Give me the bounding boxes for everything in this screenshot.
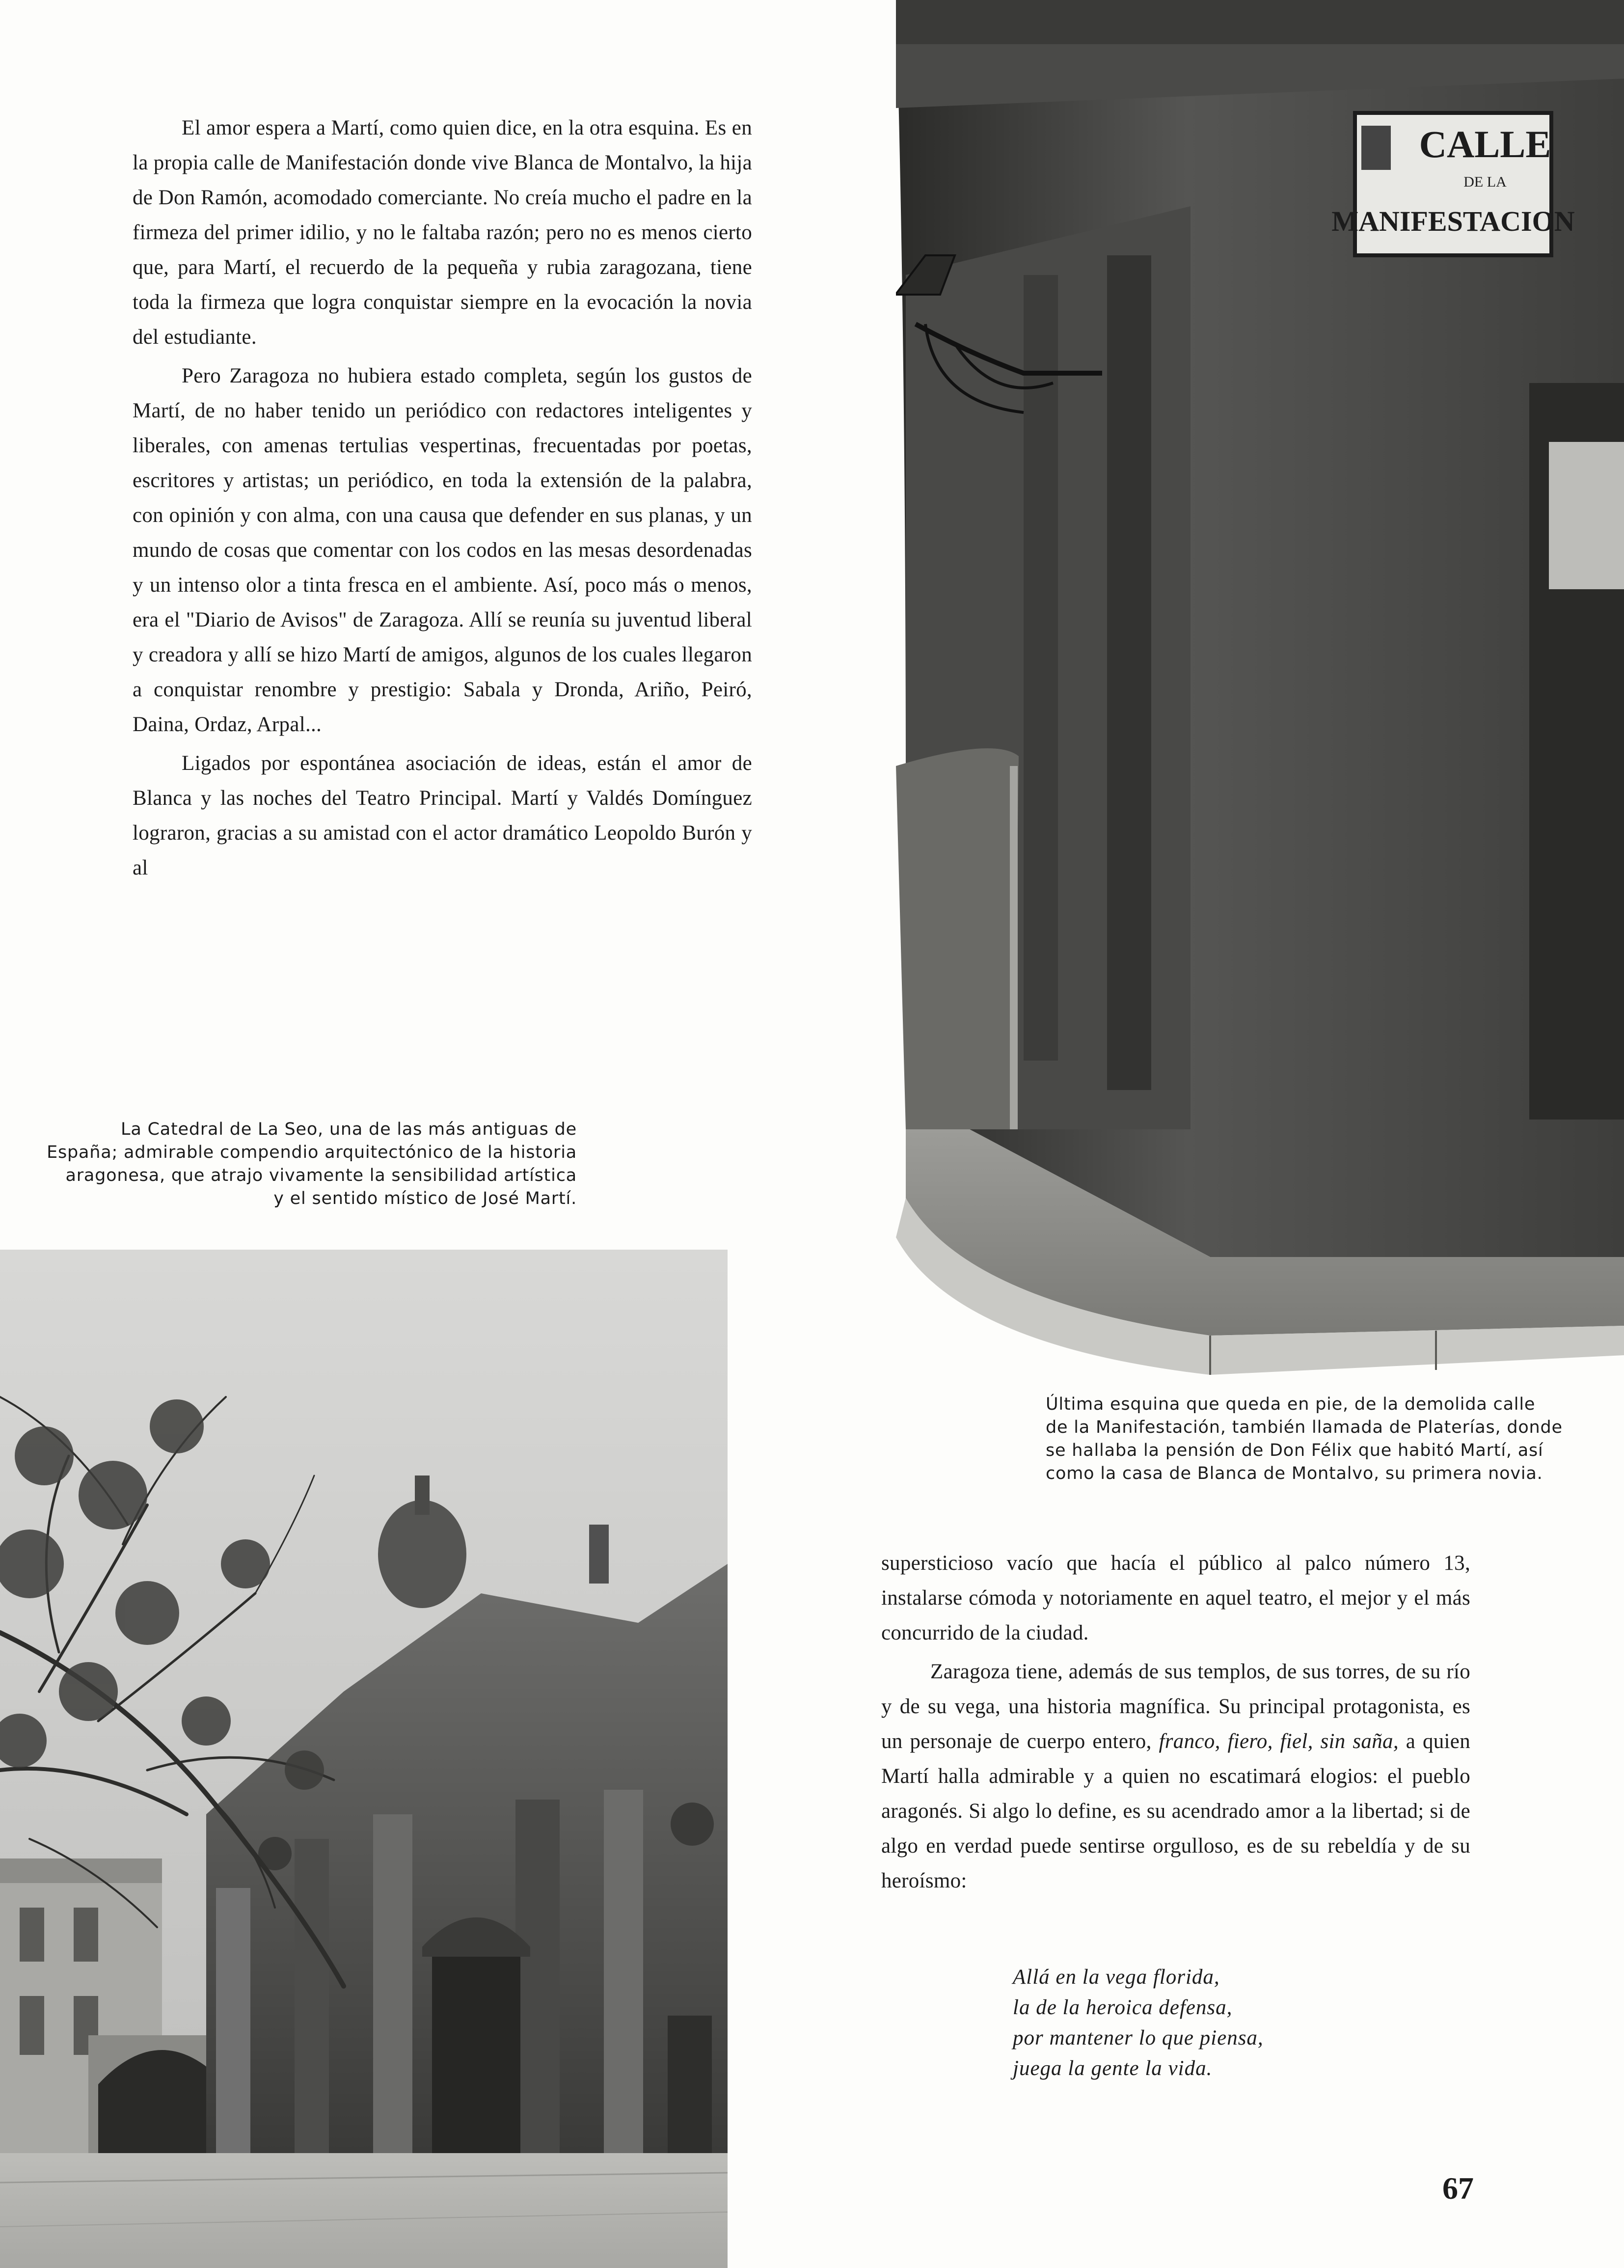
caption-line: como la casa de Blanca de Montalvo, su primera novia.: [1046, 1464, 1543, 1483]
poem-line: juega la gente la vida.: [1013, 2057, 1213, 2080]
caption-line: se hallaba la pensión de Don Félix que habitó Martí, así: [1046, 1441, 1543, 1460]
street-caption: [1046, 1393, 1624, 1485]
left-column-text: [133, 110, 752, 889]
italic-phrase: franco, fiero, fiel, sin saña,: [1159, 1730, 1399, 1753]
caption-line: de la Manifestación, también llamada de Platerías, donde: [1046, 1418, 1563, 1437]
poem-line: la de la heroica defensa,: [1013, 1996, 1233, 2019]
right-column-text: [881, 1546, 1470, 1902]
street-sign: [1331, 113, 1574, 255]
street-sign-line: MANIFESTACION: [1331, 205, 1575, 237]
street-corner-photo: [896, 0, 1624, 1380]
poem-quote: [1013, 1962, 1264, 2084]
page-number: 67: [1442, 2171, 1474, 2206]
poem-line: Allá en la vega florida,: [1013, 1966, 1220, 1989]
cathedral-caption: [29, 1118, 577, 1210]
caption-line: aragonesa, que atrajo vivamente la sensibilidad artística: [65, 1166, 577, 1185]
poem-line: por mantener lo que piensa,: [1013, 2026, 1264, 2049]
street-sign-line: CALLE: [1419, 123, 1551, 165]
paragraph: supersticioso vacío que hacía el público al palco número 13, instalarse cómoda y notoriamente en aquel teatro, el mejor y el más concurrido de la ciudad.: [881, 1552, 1470, 1644]
caption-line: Última esquina que queda en pie, de la demolida calle: [1046, 1394, 1536, 1414]
paragraph: Pero Zaragoza no hubiera estado completa, según los gustos de Martí, de no haber tenido un periódico con redactores inteligentes y liberales, con amenas tertulias vespertinas, frecuentadas por poetas, escritores y artistas; un periódico, en toda la extensión de la palabra, con opinión y con alma, con una causa que defender en sus planas, y un mundo de cosas que comentar con los codos en las mesas desordenadas y un intenso olor a tinta fresca en el ambiente. Así, poco más o menos, era el "Diario de Avisos" de Zaragoza. Allí se reunía su juventud liberal y creadora y allí se hizo Martí de amigos, algunos de los cuales llegaron a conquistar renombre y prestigio: Sabala y Dronda, Ariño, Peiró, Daina, Ordaz, Arpal...: [133, 364, 752, 736]
cathedral-photo: [0, 1250, 728, 2268]
caption-line: La Catedral de La Seo, una de las más antiguas de: [121, 1120, 577, 1139]
paragraph-text: a quien Martí halla admirable y a quien no escatimará elogios: el pueblo aragonés. Si algo lo define, es su acendrado amor a la libertad; si de algo en verdad puede sentirse orgulloso, es de su rebeldía y de su heroísmo:: [881, 1730, 1470, 1892]
caption-line: y el sentido místico de José Martí.: [273, 1189, 577, 1208]
paragraph: [881, 1654, 1470, 1898]
caption-line: España; admirable compendio arquitectónico de la historia: [47, 1143, 577, 1162]
paragraph: Ligados por espontánea asociación de ideas, están el amor de Blanca y las noches del Teatro Principal. Martí y Valdés Domínguez lograron, gracias a su amistad con el actor dramático Leopoldo Burón y al: [133, 752, 752, 879]
paragraph: El amor espera a Martí, como quien dice, en la otra esquina. Es en la propia calle de Manifestación donde vive Blanca de Montalvo, la hija de Don Ramón, acomodado comerciante. No creía mucho el padre en la firmeza del primer idilio, y no le faltaba razón; pero no es menos cierto que, para Martí, el recuerdo de la pequeña y rubia zaragozana, tiene toda la firmeza que logra conquistar siempre en la evocación la novia del estudiante.: [133, 116, 752, 349]
paragraph-text: Zaragoza tiene, además de sus templos, de sus torres, de su río y de su vega, una historia magnífica. Su principal protagonista, es un personaje de cuerpo entero,: [881, 1660, 1470, 1753]
street-sign-line: DE LA: [1463, 174, 1507, 190]
